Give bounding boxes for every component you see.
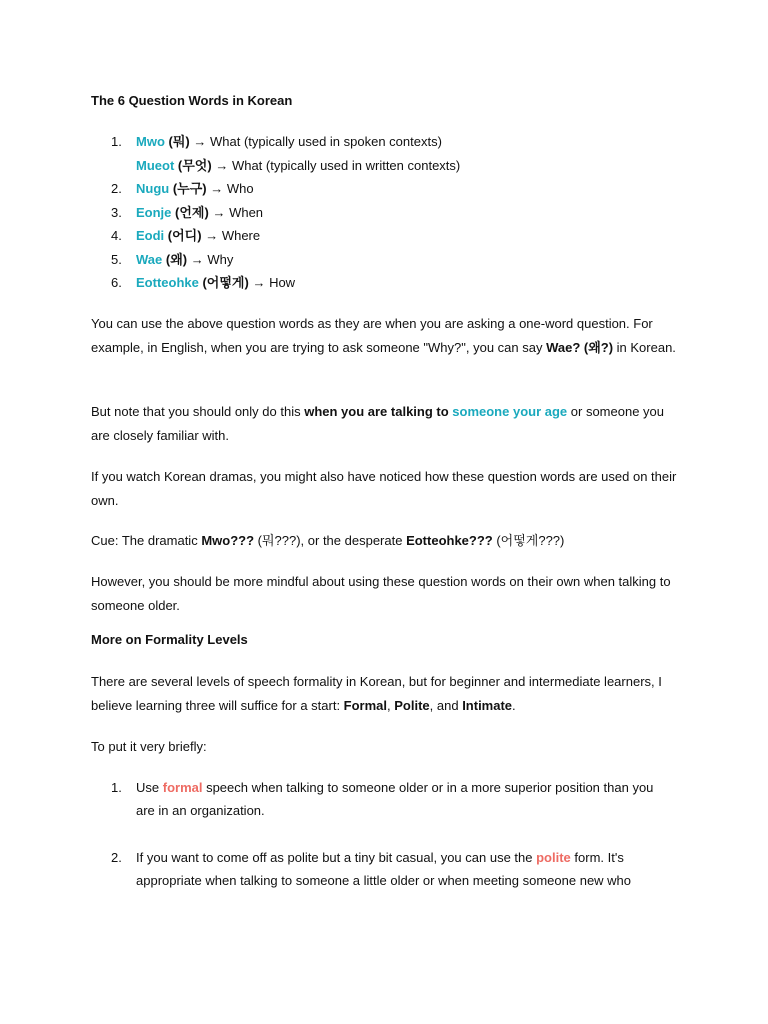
- korean-word: (언제): [175, 204, 209, 220]
- paragraph-text: There are several levels of speech formality in Korean, but for beginner and intermediate learners, I believe learning three will suffice for a start:: [91, 674, 662, 713]
- section-heading: More on Formality Levels: [91, 632, 248, 647]
- list-item: [91, 226, 691, 250]
- page-title: The 6 Question Words in Korean: [91, 93, 293, 108]
- paragraph-text: Use: [136, 780, 163, 795]
- paragraph-text: (어떻게???): [492, 533, 565, 548]
- korean-word: (뭐): [168, 134, 190, 149]
- list-number: 2.: [111, 181, 122, 196]
- question-word: Mueot: [136, 157, 175, 173]
- list-number: 1.: [111, 134, 122, 149]
- list-item: [91, 179, 691, 203]
- question-word: Mwo: [136, 134, 165, 149]
- paragraph-text: .: [512, 697, 516, 713]
- meaning: What (typically used in spoken contexts): [209, 134, 442, 149]
- paragraph-text: or someone you are closely familiar with.: [91, 404, 664, 443]
- paragraph: To put it very briefly:: [91, 739, 207, 754]
- arrow: →: [212, 204, 226, 220]
- question-word: Eodi: [136, 228, 165, 243]
- list-number: 4.: [111, 228, 122, 243]
- arrow: →: [205, 228, 219, 243]
- arrow: →: [210, 181, 224, 196]
- paragraph-text: But note that you should only do this: [91, 404, 305, 419]
- arrow: →: [252, 275, 266, 290]
- paragraph-text: Cue: The dramatic: [91, 533, 202, 548]
- meaning: Where: [221, 228, 261, 243]
- bold-text: Mwo???: [201, 533, 255, 548]
- korean-word: (무엇): [177, 157, 212, 173]
- meaning: What (typically used in written contexts): [231, 157, 461, 173]
- paragraph: [91, 400, 681, 447]
- paragraph-text: You can use the above question words as they are when you are asking a one-word question. For example, in English, when you are trying to ask someone "Why?", you can say: [91, 316, 653, 355]
- list-item: [91, 250, 691, 274]
- list-item: [91, 156, 691, 180]
- bold-text: when you are talking to: [304, 404, 453, 419]
- question-word: Eonje: [136, 204, 172, 220]
- paragraph-text: , and: [429, 697, 463, 713]
- highlight-text: polite: [536, 850, 571, 865]
- korean-word: (누구): [172, 181, 207, 196]
- meaning: Why: [207, 251, 234, 267]
- list-number: 6.: [111, 275, 122, 290]
- highlight-text: someone your age: [452, 404, 568, 419]
- arrow: →: [190, 251, 204, 267]
- list-number: 2.: [111, 850, 122, 865]
- meaning: How: [269, 275, 296, 290]
- paragraph: If you watch Korean dramas, you might also have noticed how these question words are used on their own.: [91, 469, 677, 508]
- bold-text: Wae? (왜?): [546, 339, 614, 355]
- bold-text: Polite: [394, 697, 430, 713]
- question-word: Wae: [136, 251, 163, 267]
- meaning: When: [229, 204, 264, 220]
- paragraph-text: form. It's appropriate when talking to someone a little older or when meeting someone new who: [136, 850, 632, 888]
- paragraph-text: (뭐???), or the desperate: [254, 533, 407, 548]
- paragraph: [91, 670, 681, 717]
- korean-word: (어떻게): [202, 275, 249, 290]
- bold-text: Formal: [343, 697, 388, 713]
- question-words-list: [91, 132, 691, 297]
- paragraph: [91, 312, 681, 359]
- korean-word: (어디): [167, 228, 202, 243]
- paragraph: [91, 529, 681, 553]
- list-number: 1.: [111, 780, 122, 795]
- paragraph-text: speech when talking to someone older or in a more superior position than you are in an organization.: [136, 780, 654, 818]
- arrow: →: [193, 134, 207, 149]
- list-item: [91, 846, 691, 892]
- bold-text: Intimate: [462, 697, 513, 713]
- list-item: [91, 273, 691, 297]
- list-item: [91, 132, 691, 156]
- list-number: 3.: [111, 204, 122, 220]
- bold-text: Eotteohke???: [406, 533, 493, 548]
- list-item: [91, 776, 691, 822]
- question-word: Eotteohke: [136, 275, 199, 290]
- list-item: [91, 203, 691, 227]
- highlight-text: formal: [162, 780, 203, 795]
- arrow: →: [215, 157, 229, 173]
- paragraph-text: If you want to come off as polite but a tiny bit casual, you can use the: [136, 850, 537, 865]
- list-number: 5.: [111, 251, 122, 267]
- paragraph: However, you should be more mindful about using these question words on their own when talking to someone older.: [91, 574, 671, 613]
- question-word: Nugu: [136, 181, 170, 196]
- meaning: Who: [226, 181, 254, 196]
- korean-word: (왜): [165, 251, 188, 267]
- paragraph-text: ,: [387, 697, 395, 713]
- paragraph-text: in Korean.: [613, 339, 676, 355]
